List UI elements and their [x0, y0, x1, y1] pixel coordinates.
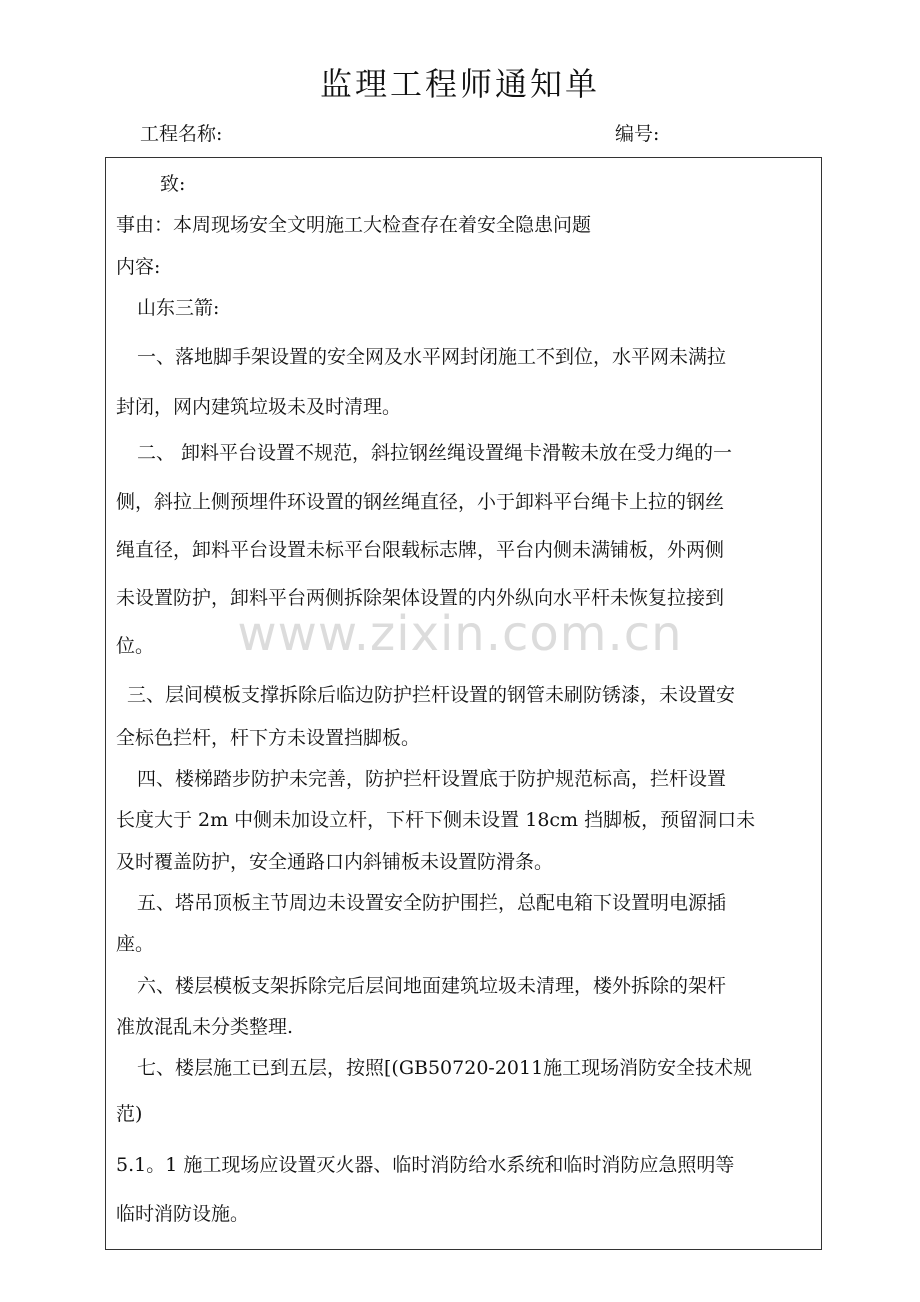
- subject-line: 事由：本周现场安全文明施工大检查存在着安全隐患问题: [116, 214, 592, 236]
- body-line: 准放混乱未分类整理.: [116, 1016, 294, 1038]
- watermark: www.zixin.com.cn: [237, 606, 683, 662]
- body-line: 三、层间模板支撑拆除后临边防护拦杆设置的钢管未刷防锈漆，未设置安: [127, 684, 736, 706]
- body-line: 侧，斜拉上侧预埋件环设置的钢丝绳直径，小于卸料平台绳卡上拉的钢丝: [116, 491, 725, 513]
- body-line: 范): [116, 1103, 143, 1125]
- body-line: 临时消防设施。: [116, 1203, 250, 1225]
- body-line: 位。: [116, 635, 155, 657]
- recipient-label: 致:: [160, 173, 186, 195]
- body-line: 未设置防护，卸料平台两侧拆除架体设置的内外纵向水平杆未恢复拉接到: [116, 587, 725, 609]
- body-line: 四、楼梯踏步防护未完善，防护拦杆设置底于防护规范标高，拦杆设置: [137, 768, 727, 790]
- body-line: 二、 卸料平台设置不规范，斜拉钢丝绳设置绳卡滑鞍未放在受力绳的一: [137, 442, 733, 464]
- document-number-label: 编号:: [615, 123, 660, 145]
- content-label: 内容:: [116, 256, 161, 278]
- addressee: 山东三箭:: [137, 297, 220, 319]
- body-line: 一、落地脚手架设置的安全网及水平网封闭施工不到位，水平网未满拉: [137, 346, 727, 368]
- body-line: 五、塔吊顶板主节周边未设置安全防护围拦，总配电箱下设置明电源插: [137, 892, 727, 914]
- body-line: 七、楼层施工已到五层，按照[(GB50720-2011施工现场消防安全技术规: [137, 1057, 753, 1079]
- body-line: 座。: [116, 933, 155, 955]
- body-line: 及时覆盖防护，安全通路口内斜铺板未设置防滑条。: [116, 851, 554, 873]
- body-line: 六、楼层模板支架拆除完后层间地面建筑垃圾未清理，楼外拆除的架杆: [137, 975, 727, 997]
- body-line: 封闭，网内建筑垃圾未及时清理。: [116, 396, 402, 418]
- body-line: 全标色拦杆，杆下方未设置挡脚板。: [116, 727, 421, 749]
- project-name-label: 工程名称:: [140, 123, 223, 145]
- page-title: 监理工程师通知单: [319, 65, 600, 103]
- body-line: 长度大于 2m 中侧未加设立杆，下杆下侧未设置 18cm 挡脚板，预留洞口未: [116, 809, 756, 831]
- body-line: 绳直径，卸料平台设置未标平台限载标志牌，平台内侧未满铺板，外两侧: [116, 539, 725, 561]
- body-line: 5.1。1 施工现场应设置灭火器、临时消防给水系统和临时消防应急照明等: [116, 1154, 735, 1176]
